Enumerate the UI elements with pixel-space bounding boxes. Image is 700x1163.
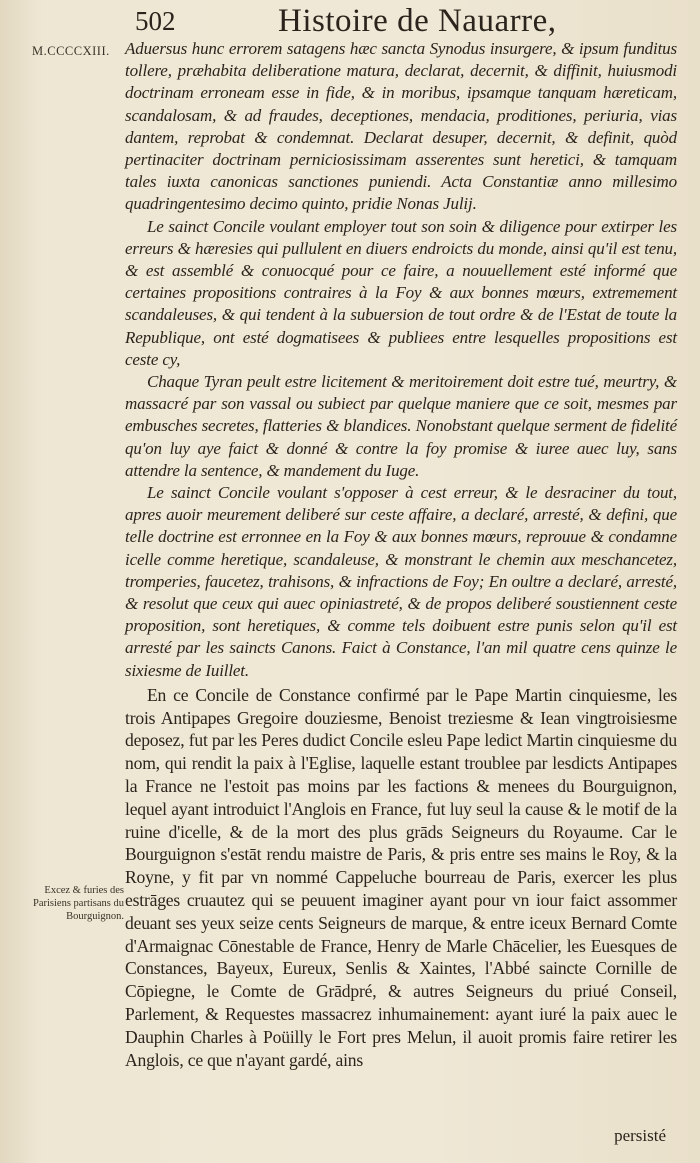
tyrant-proposition-paragraph: Chaque Tyran peult estre licitement & meritoirement doit estre tué, meurtry, & massacré par son vassal ou subiect par quelque maniere que ce soit, mesmes par embusches secretes, flatteries & blandices. Nonobstant quelque serment de fidelité qu'on luy aye faict & donné & contre la foy promise & iuree auec luy, sans attendre la sentence, & mandement du Iuge. bbox=[125, 372, 677, 480]
latin-decree-paragraph: Aduersus hunc errorem satagens hæc sancta Synodus insurgere, & ipsum funditus tollere, præhabita deliberatione matura, declarat, decernit, & diffinit, huiusmodi doctrinam erroneam esse in fide, & in moribus, ipsamque tanquam hæreticam, scandalosam, & ad fraudes, deceptiones, mendacia, proditiones, periuria, vias dantem, reprobat & condemnat. Declarat desuper, decernit, & definit, quòd pertinaciter doctrinam perniciosissimam asserentes sunt heretici, & tamquam tales iuxta canonicas sanctiones puniendi. Acta Constantiæ anno millesimo quadringentesimo decimo quinto, pridie Nonas Julij. bbox=[125, 39, 677, 214]
catchword: persisté bbox=[614, 1126, 666, 1145]
margin-year-note: M.CCCCXIII. bbox=[32, 44, 110, 58]
margin-side-note: Excez & furies des Parisiens partisans du Bourguignon. bbox=[33, 885, 124, 922]
body-text bbox=[125, 38, 677, 1071]
council-condemnation-paragraph: Le sainct Concile voulant s'opposer à cest erreur, & le desraciner du tout, apres auoir meurement deliberé sur ceste affaire, a declaré, arresté, & defini, que telle doctrine est erronnee en la Foy & aux bonnes mœurs, reprouue & condamne icelle comme heretique, scandaleuse, & monstrant le chemin aux meschancetez, tromperies, faucetez, trahisons, & infractions de Foy; En oultre a declaré, arresté, & resolut que ceux qui auec opiniastreté, & de propos deliberé soustiennent ceste proposition, sont heretiques, & comme tels doibuent estre punis selon qu'il est arresté par les saincts Canons. Faict à Constance, l'an mil quatre cens quinze le sixiesme de Iuillet. bbox=[125, 483, 677, 680]
page-number: 502 bbox=[135, 6, 176, 36]
narrative-paragraph: En ce Concile de Constance confirmé par le Pape Martin cinquiesme, les trois Antipapes Gregoire douziesme, Benoist treziesme & Iean vingtroisiesme deposez, fut par les Peres dudict Concile esleu Pape ledict Martin cinquiesme du nom, qui rendit la paix à l'Eglise, laquelle estant troublee par lesdicts Antipapes la France ne l'estoit pas moins par les factions & menees du Bourguignon, lequel ayant introduict l'Anglois en France, fut luy seul la cause & le motif de la ruine d'icelle, & de la mort des plus grāds Seigneurs du Royaume. Car le Bourguignon s'estāt rendu maistre de Paris, & pris entre ses mains le Roy, & la Royne, y fit par vn nommé Cappeluche bourreau de Paris, exercer les plus estrāges cruautez qui se peuuent imaginer ayant pour vn iour faict assommer deuant ses yeux seize cents Seigneurs de marque, & entre iceux Bernard Comte d'Armaignac Cōnestable de France, Henry de Marle Chācelier, les Euesques de Constances, Bayeux, Eureux, Senlis & Xaintes, l'Abbé saincte Cornille de Cōpiegne, le Comte de Grādpré, & autres Seigneurs du priué Conseil, Parlement, & Requestes massacrez inhumainement: ayant iuré la paix auec le Dauphin Charles à Poüilly le Fort pres Melun, il auoit promis faire retirer les Anglois, ce que n'ayant gardé, ains bbox=[125, 684, 677, 1070]
council-preamble-paragraph: Le sainct Concile voulant employer tout son soin & diligence pour extirper les erreurs & hæresies qui pullulent en diuers endroicts du monde, ainsi qu'il est tenu, & est assemblé & conuocqué pour ce faire, a nouuellement esté informé que certaines propositions contraires à la Foy & aux bonnes mœurs, extremement scandaleuses, & qui tendent à la subuersion de tout ordre & de l'Estat de toute la Republique, ont esté dogmatisees & publiees entre lesquelles propositions est ceste cy, bbox=[125, 216, 677, 369]
running-title: Histoire de Nauarre, bbox=[278, 3, 557, 39]
